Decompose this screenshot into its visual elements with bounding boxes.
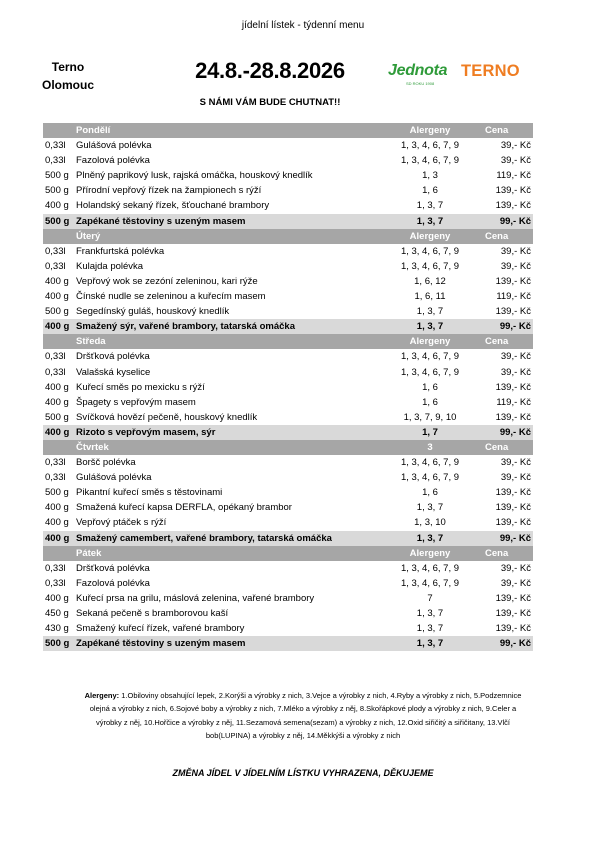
item-amount: 400 g xyxy=(45,517,69,529)
price-column-header: Cena xyxy=(485,125,509,136)
special-amount: 500 g xyxy=(45,215,70,227)
special-amount: 400 g xyxy=(45,321,70,333)
item-name: Plněný paprikový lusk, rajská omáčka, houskový knedlík xyxy=(76,170,313,182)
menu-item-row xyxy=(43,274,533,289)
special-allergens: 1, 3, 7 xyxy=(416,532,444,544)
allergens-column-header: Alergeny xyxy=(409,230,451,242)
item-price: 139,- Kč xyxy=(495,517,531,529)
item-name: Fazolová polévka xyxy=(76,577,150,589)
menu-item-row xyxy=(43,138,533,153)
item-name: Boršč polévka xyxy=(76,457,136,469)
item-amount: 430 g xyxy=(45,623,69,635)
special-price: 99,- Kč xyxy=(499,426,531,438)
special-name: Smažený camembert, vařené brambory, tatarská omáčka xyxy=(76,532,332,544)
item-price: 139,- Kč xyxy=(495,200,531,212)
item-price: 39,- Kč xyxy=(500,366,531,378)
item-name: Přírodní vepřový řízek na žampionech s rýží xyxy=(76,185,262,197)
item-price: 39,- Kč xyxy=(500,140,531,152)
menu-type-title: jídelní lístek - týdenní menu xyxy=(241,20,365,31)
special-amount: 400 g xyxy=(45,532,70,544)
day-name: Středa xyxy=(76,336,106,348)
day-header xyxy=(43,229,533,244)
item-amount: 500 g xyxy=(45,306,69,318)
item-price: 119,- Kč xyxy=(496,170,531,182)
item-price: 139,- Kč xyxy=(495,592,531,604)
item-allergens: 1, 6, 11 xyxy=(414,291,446,303)
item-allergens: 1, 6, 12 xyxy=(414,275,446,287)
menu-item-row xyxy=(43,561,533,576)
item-price: 139,- Kč xyxy=(495,306,531,318)
special-allergens: 1, 3, 7 xyxy=(416,321,444,333)
allergens-legend-line-2: olejná a výrobky z nich, 6.Sojové boby a výrobky z nich, 7.Mléko a výrobky z něj, 8.Skořápkové plody a výrobky z nich, 9.Celer a xyxy=(89,704,517,714)
allergens-legend xyxy=(40,689,566,742)
item-amount: 0,33l xyxy=(45,351,66,363)
item-amount: 0,33l xyxy=(45,562,66,574)
menu-item-row xyxy=(43,365,533,380)
allergens-column-header: Alergeny xyxy=(409,336,451,348)
item-price: 119,- Kč xyxy=(496,291,531,303)
item-allergens: 1, 3, 4, 6, 7, 9 xyxy=(400,245,460,257)
item-allergens: 1, 3, 7 xyxy=(416,502,444,514)
item-price: 139,- Kč xyxy=(495,411,531,423)
item-allergens: 1, 3, 4, 6, 7, 9 xyxy=(400,260,460,272)
menu-item-row xyxy=(43,591,533,606)
place-line-2: Olomouc xyxy=(41,78,94,92)
item-allergens: 7 xyxy=(427,592,433,604)
item-amount: 0,33l xyxy=(45,155,66,167)
item-amount: 0,33l xyxy=(45,457,66,469)
item-allergens: 1, 3, 4, 6, 7, 9 xyxy=(400,366,460,378)
item-name: Čínské nudle se zeleninou a kuřecím masem xyxy=(76,291,266,303)
special-name: Smažený sýr, vařené brambory, tatarská omáčka xyxy=(76,321,295,333)
menu-item-row xyxy=(43,304,533,319)
price-column-header: Cena xyxy=(485,441,509,453)
item-amount: 400 g xyxy=(45,396,69,408)
item-name: Vepřový ptáček s rýží xyxy=(76,517,167,529)
place-line-1: Terno xyxy=(51,60,85,74)
item-name: Svíčková hovězí pečeně, houskový knedlík xyxy=(76,411,258,423)
footer-notice: ZMĚNA JÍDEL V JÍDELNÍM LÍSTKU VYHRAZENA, DĚKUJEME xyxy=(172,768,434,778)
day-name: Úterý xyxy=(76,230,101,242)
item-price: 139,- Kč xyxy=(495,185,531,197)
menu-item-row xyxy=(43,485,533,500)
item-amount: 400 g xyxy=(45,291,69,303)
item-allergens: 1, 3, 7, 9, 10 xyxy=(403,411,457,423)
item-name: Špagety s vepřovým masem xyxy=(76,396,196,408)
menu-item-row xyxy=(43,198,533,213)
item-price: 39,- Kč xyxy=(500,351,531,363)
item-amount: 400 g xyxy=(45,502,69,514)
week-date-range: 24.8.-28.8.2026 xyxy=(195,58,345,83)
menu-item-row xyxy=(43,606,533,621)
item-amount: 400 g xyxy=(45,381,69,393)
menu-item-row xyxy=(43,395,533,410)
allergens-legend-line-4: bob(LUPINA) a výrobky z něj, 14.Měkkýši a výrobky z nich xyxy=(205,730,401,740)
item-allergens: 1, 3, 10 xyxy=(414,517,446,529)
menu-item-row xyxy=(43,500,533,515)
item-price: 39,- Kč xyxy=(500,457,531,469)
day-name: Čtvrtek xyxy=(76,441,109,453)
special-price: 99,- Kč xyxy=(499,532,531,544)
special-menu-row xyxy=(43,319,533,334)
item-allergens: 1, 6 xyxy=(422,381,438,393)
weekly-menu-table xyxy=(43,123,533,651)
special-menu-row xyxy=(43,531,533,546)
item-price: 39,- Kč xyxy=(500,562,531,574)
item-price: 139,- Kč xyxy=(495,487,531,499)
item-name: Smažený kuřecí řízek, vařené brambory xyxy=(76,623,245,635)
item-price: 119,- Kč xyxy=(496,396,531,408)
menu-item-row xyxy=(43,259,533,274)
special-amount: 500 g xyxy=(45,638,70,650)
item-amount: 500 g xyxy=(45,185,69,197)
item-allergens: 1, 3, 4, 6, 7, 9 xyxy=(400,577,460,589)
special-name: Zapékané těstoviny s uzeným masem xyxy=(76,638,246,650)
item-allergens: 1, 3, 4, 6, 7, 9 xyxy=(400,457,460,469)
allergens-column-header: Alergeny xyxy=(409,547,451,559)
allergens-legend-line-1: 1.Obiloviny obsahující lepek, 2.Korýši a výrobky z nich, 3.Vejce a výrobky z nich, 4.Ryby a výrobky z nich, 5.Podzemnice xyxy=(119,691,522,700)
special-menu-row xyxy=(43,214,533,229)
item-amount: 500 g xyxy=(45,170,69,182)
menu-item-row xyxy=(43,455,533,470)
item-name: Dršťková polévka xyxy=(76,562,150,574)
menu-item-row xyxy=(43,244,533,259)
special-price: 99,- Kč xyxy=(499,215,531,227)
menu-item-row xyxy=(43,153,533,168)
allergens-legend-line-3: výrobky z něj, 10.Hořčice a výrobky z něj, 11.Sezamová semena(sezam) a výrobky z nich, 12.Oxid siřičitý a siřičitany, 13.Vlčí xyxy=(95,717,511,727)
item-name: Pikantní kuřecí směs s těstovinami xyxy=(76,487,223,499)
special-menu-row xyxy=(43,425,533,440)
menu-item-row xyxy=(43,168,533,183)
item-name: Sekaná pečeně s bramborovou kaší xyxy=(76,608,229,619)
item-name: Segedínský guláš, houskový knedlík xyxy=(76,306,230,318)
item-allergens: 1, 6 xyxy=(422,396,438,408)
day-name: Pátek xyxy=(76,547,102,559)
special-allergens: 1, 7 xyxy=(422,426,438,438)
item-amount: 450 g xyxy=(45,608,69,619)
jednota-logo-text: Jednota xyxy=(388,62,448,79)
terno-logo: TERNO xyxy=(461,62,520,80)
item-price: 139,- Kč xyxy=(495,623,531,635)
item-amount: 0,33l xyxy=(45,245,66,257)
item-allergens: 1, 6 xyxy=(422,185,438,197)
item-amount: 500 g xyxy=(45,487,69,499)
special-menu-row xyxy=(43,636,533,651)
day-header xyxy=(43,123,533,138)
day-header xyxy=(43,440,533,455)
menu-item-row xyxy=(43,349,533,364)
menu-item-row xyxy=(43,289,533,304)
menu-item-row xyxy=(43,380,533,395)
allergens-column-header: Alergeny xyxy=(409,125,451,136)
item-allergens: 1, 3, 7 xyxy=(416,608,444,619)
item-amount: 400 g xyxy=(45,200,69,212)
special-amount: 400 g xyxy=(45,426,70,438)
jednota-logo-tagline: SD ROKU 1908 xyxy=(406,81,435,86)
item-amount: 0,33l xyxy=(45,577,66,589)
menu-item-row xyxy=(43,183,533,198)
allergens-column-header: 3 xyxy=(427,441,433,453)
item-amount: 0,33l xyxy=(45,140,66,152)
slogan: S NÁMI VÁM BUDE CHUTNAT!! xyxy=(199,97,341,108)
item-name: Dršťková polévka xyxy=(76,351,150,363)
day-name: Pondělí xyxy=(76,125,111,136)
item-price: 139,- Kč xyxy=(495,275,531,287)
special-name: Zapékané těstoviny s uzeným masem xyxy=(76,215,246,227)
item-name: Frankfurtská polévka xyxy=(76,245,165,257)
item-name: Gulášová polévka xyxy=(76,472,152,484)
item-amount: 0,33l xyxy=(45,472,66,484)
item-price: 39,- Kč xyxy=(500,472,531,484)
item-name: Fazolová polévka xyxy=(76,155,150,167)
jednota-logo xyxy=(386,62,456,90)
item-allergens: 1, 3, 4, 6, 7, 9 xyxy=(400,351,460,363)
item-amount: 0,33l xyxy=(45,366,66,378)
allergens-legend-label: Alergeny: xyxy=(84,691,120,700)
menu-item-row xyxy=(43,576,533,591)
menu-item-row xyxy=(43,470,533,485)
item-amount: 400 g xyxy=(45,275,69,287)
menu-item-row xyxy=(43,515,533,530)
price-column-header: Cena xyxy=(485,230,509,242)
restaurant-location xyxy=(38,58,98,94)
item-allergens: 1, 3, 4, 6, 7, 9 xyxy=(400,562,460,574)
item-name: Smažená kuřecí kapsa DERFLA, opékaný brambor xyxy=(76,502,292,514)
item-allergens: 1, 3, 7 xyxy=(416,623,444,635)
item-amount: 0,33l xyxy=(45,260,66,272)
special-price: 99,- Kč xyxy=(499,638,531,650)
item-allergens: 1, 3, 4, 6, 7, 9 xyxy=(400,140,460,152)
item-amount: 400 g xyxy=(45,592,69,604)
menu-item-row xyxy=(43,410,533,425)
item-price: 139,- Kč xyxy=(495,502,531,514)
item-allergens: 1, 3, 4, 6, 7, 9 xyxy=(400,472,460,484)
item-price: 39,- Kč xyxy=(500,577,531,589)
item-name: Kuřecí prsa na grilu, máslová zelenina, vařené brambory xyxy=(76,592,315,604)
special-name: Rizoto s vepřovým masem, sýr xyxy=(76,426,216,438)
item-name: Valašská kyselice xyxy=(76,366,151,378)
day-header xyxy=(43,334,533,349)
item-price: 39,- Kč xyxy=(500,260,531,272)
price-column-header: Cena xyxy=(485,336,509,348)
item-name: Kulajda polévka xyxy=(76,260,144,272)
item-name: Gulášová polévka xyxy=(76,140,152,152)
item-allergens: 1, 6 xyxy=(422,487,438,499)
item-name: Holandský sekaný řízek, šťouchané brambory xyxy=(76,200,270,212)
day-header xyxy=(43,546,533,561)
special-price: 99,- Kč xyxy=(499,321,531,333)
item-price: 39,- Kč xyxy=(500,155,531,167)
item-price: 39,- Kč xyxy=(500,245,531,257)
item-name: Kuřecí směs po mexicku s rýží xyxy=(76,381,205,393)
item-allergens: 1, 3, 7 xyxy=(416,200,444,212)
item-price: 139,- Kč xyxy=(495,381,531,393)
item-price: 139,- Kč xyxy=(495,608,531,619)
price-column-header: Cena xyxy=(485,547,509,559)
item-allergens: 1, 3 xyxy=(422,170,438,182)
menu-item-row xyxy=(43,621,533,636)
special-allergens: 1, 3, 7 xyxy=(416,638,444,650)
item-name: Vepřový wok se zezóní zeleninou, kari rýže xyxy=(76,275,258,287)
item-allergens: 1, 3, 4, 6, 7, 9 xyxy=(400,155,460,167)
item-allergens: 1, 3, 7 xyxy=(416,306,444,318)
special-allergens: 1, 3, 7 xyxy=(416,215,444,227)
item-amount: 500 g xyxy=(45,411,69,423)
